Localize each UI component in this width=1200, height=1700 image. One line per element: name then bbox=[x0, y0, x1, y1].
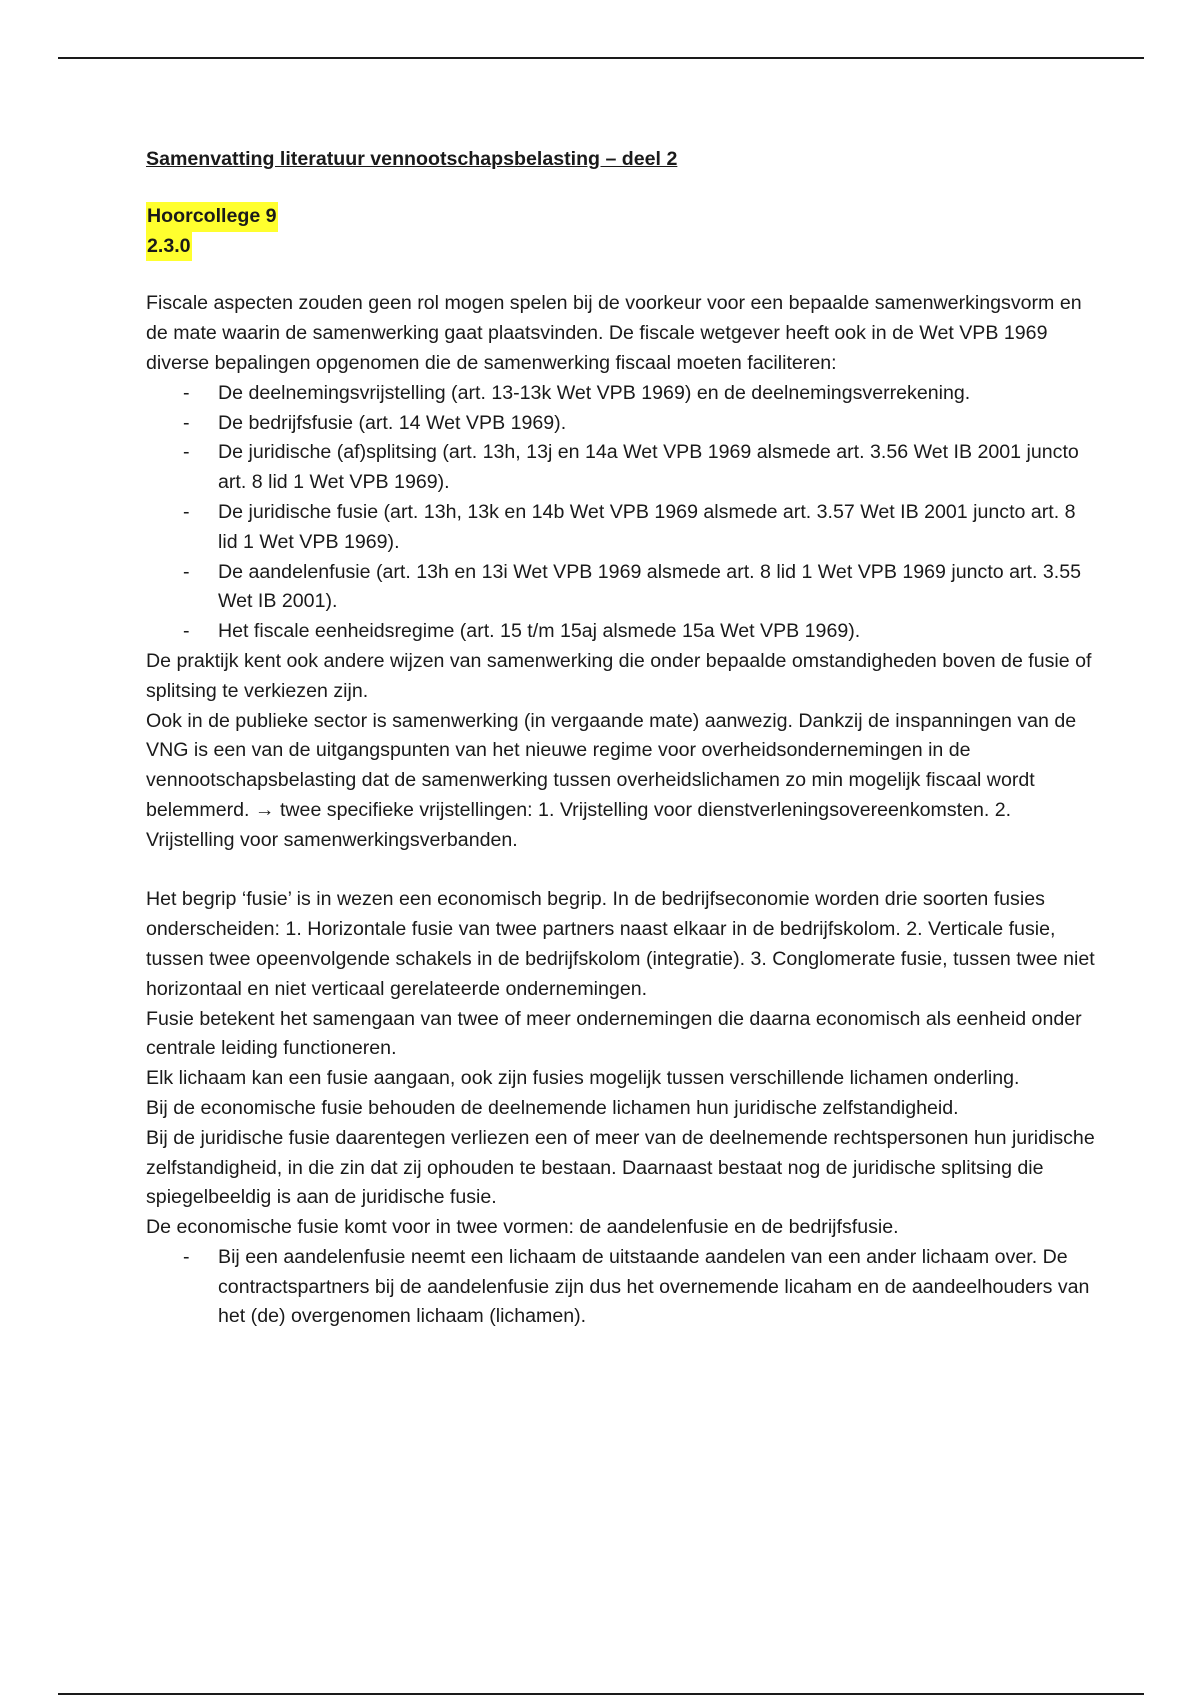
legal-fusion-paragraph: Bij de juridische fusie daarentegen verliezen een of meer van de deelnemende rechtspersonen hun juridische zelfstandigheid, in die zin dat zij ophouden te bestaan. Daarnaast bestaat nog de juridische splitsing die spiegelbeeldig is aan de juridische fusie. bbox=[146, 1126, 1095, 1209]
bullet-dash: - bbox=[183, 411, 190, 434]
list-item: - De juridische fusie (art. 13h, 13k en 14b Wet VPB 1969 alsmede art. 3.57 Wet IB 2001 juncto art. 8 lid 1 Wet VPB 1969). bbox=[146, 498, 1096, 558]
bullet-dash: - bbox=[183, 381, 190, 404]
facilities-list bbox=[146, 379, 1096, 647]
list-item: - Bij een aandelenfusie neemt een lichaam de uitstaande aandelen van een ander lichaam over. De contractspartners bij de aandelenfusie zijn dus het overnemende licaham en de aandeelhouders van het (de) overgenomen lichaam (lichamen). bbox=[146, 1243, 1096, 1332]
arrow-right-icon: → bbox=[254, 798, 275, 821]
two-forms-paragraph: De economische fusie komt voor in twee vormen: de aandelenfusie en de bedrijfsfusie. bbox=[146, 1216, 899, 1239]
paragraph-spacer bbox=[146, 856, 1096, 886]
document-body bbox=[146, 145, 1096, 1332]
page-top-rule bbox=[58, 57, 1144, 59]
bullet-dash: - bbox=[183, 560, 190, 583]
list-item: - De aandelenfusie (art. 13h en 13i Wet VPB 1969 alsmede art. 8 lid 1 Wet VPB 1969 juncto art. 3.55 Wet IB 2001). bbox=[146, 558, 1096, 618]
bullet-dash: - bbox=[183, 441, 190, 464]
economic-fusion-paragraph: Bij de economische fusie behouden de deelnemende lichamen hun juridische zelfstandigheid. bbox=[146, 1096, 959, 1119]
list-item: - De juridische (af)splitsing (art. 13h, 13j en 14a Wet VPB 1969 alsmede art. 3.56 Wet IB 2001 juncto art. 8 lid 1 Wet VPB 1969). bbox=[146, 438, 1096, 498]
fusion-meaning-paragraph: Fusie betekent het samengaan van twee of meer ondernemingen die daarna economisch als eenheid onder centrale leiding functioneren. bbox=[146, 1007, 1082, 1060]
intro-paragraph: Fiscale aspecten zouden geen rol mogen spelen bij de voorkeur voor een bepaalde samenwerkingsvorm en de mate waarin de samenwerking gaat plaatsvinden. De fiscale wetgever heeft ook in de Wet VPB 1969 diverse bepalingen opgenomen die de samenwerking fiscaal moeten faciliteren: bbox=[146, 292, 1082, 374]
practice-paragraph: De praktijk kent ook andere wijzen van samenwerking die onder bepaalde omstandigheden boven de fusie of splitsing te verkiezen zijn. bbox=[146, 649, 1092, 702]
bullet-dash: - bbox=[183, 620, 190, 643]
list-item: - De deelnemingsvrijstelling (art. 13-13k Wet VPB 1969) en de deelnemingsverrekening. bbox=[146, 379, 1096, 409]
document-title: Samenvatting literatuur vennootschapsbelasting – deel 2 bbox=[146, 148, 678, 170]
fusion-concept-paragraph: Het begrip ‘fusie’ is in wezen een economisch begrip. In de bedrijfseconomie worden drie soorten fusies onderscheiden: 1. Horizontale fusie van twee partners naast elkaar in de bedrijfskolom. 2. Verticale fusie, tussen twee opeenvolgende schakels in de bedrijfskolom (integratie). 3. Conglomerate fusie, tussen twee niet horizontaal en niet verticaal gerelateerde ondernemingen. bbox=[146, 888, 1095, 1000]
section-number: 2.3.0 bbox=[146, 232, 192, 262]
bullet-dash: - bbox=[183, 1245, 190, 1268]
list-item: - De bedrijfsfusie (art. 14 Wet VPB 1969). bbox=[146, 409, 1096, 439]
section-heading-block bbox=[146, 202, 1096, 262]
any-body-paragraph: Elk lichaam kan een fusie aangaan, ook zijn fusies mogelijk tussen verschillende lichamen onderling. bbox=[146, 1067, 1020, 1090]
list-item: - Het fiscale eenheidsregime (art. 15 t/m 15aj alsmede 15a Wet VPB 1969). bbox=[146, 617, 1096, 647]
page-bottom-rule bbox=[58, 1693, 1144, 1695]
section-heading: Hoorcollege 9 bbox=[146, 202, 278, 232]
public-sector-paragraph: Ook in de publieke sector is samenwerking (in vergaande mate) aanwezig. Dankzij de inspanningen van de VNG is een van de uitgangspunten van het nieuwe regime voor overheidsondernemingen in de vennootschapsbelasting dat de samenwerking tussen overheidslichamen zo min mogelijk fiscaal wordt belemmerd. → twee specifieke vrijstellingen: 1. Vrijstelling voor dienstverleningsovereenkomsten. 2. Vrijstelling voor samenwerkingsverbanden. bbox=[146, 709, 1077, 851]
bullet-dash: - bbox=[183, 500, 190, 523]
fusion-forms-list bbox=[146, 1243, 1096, 1332]
